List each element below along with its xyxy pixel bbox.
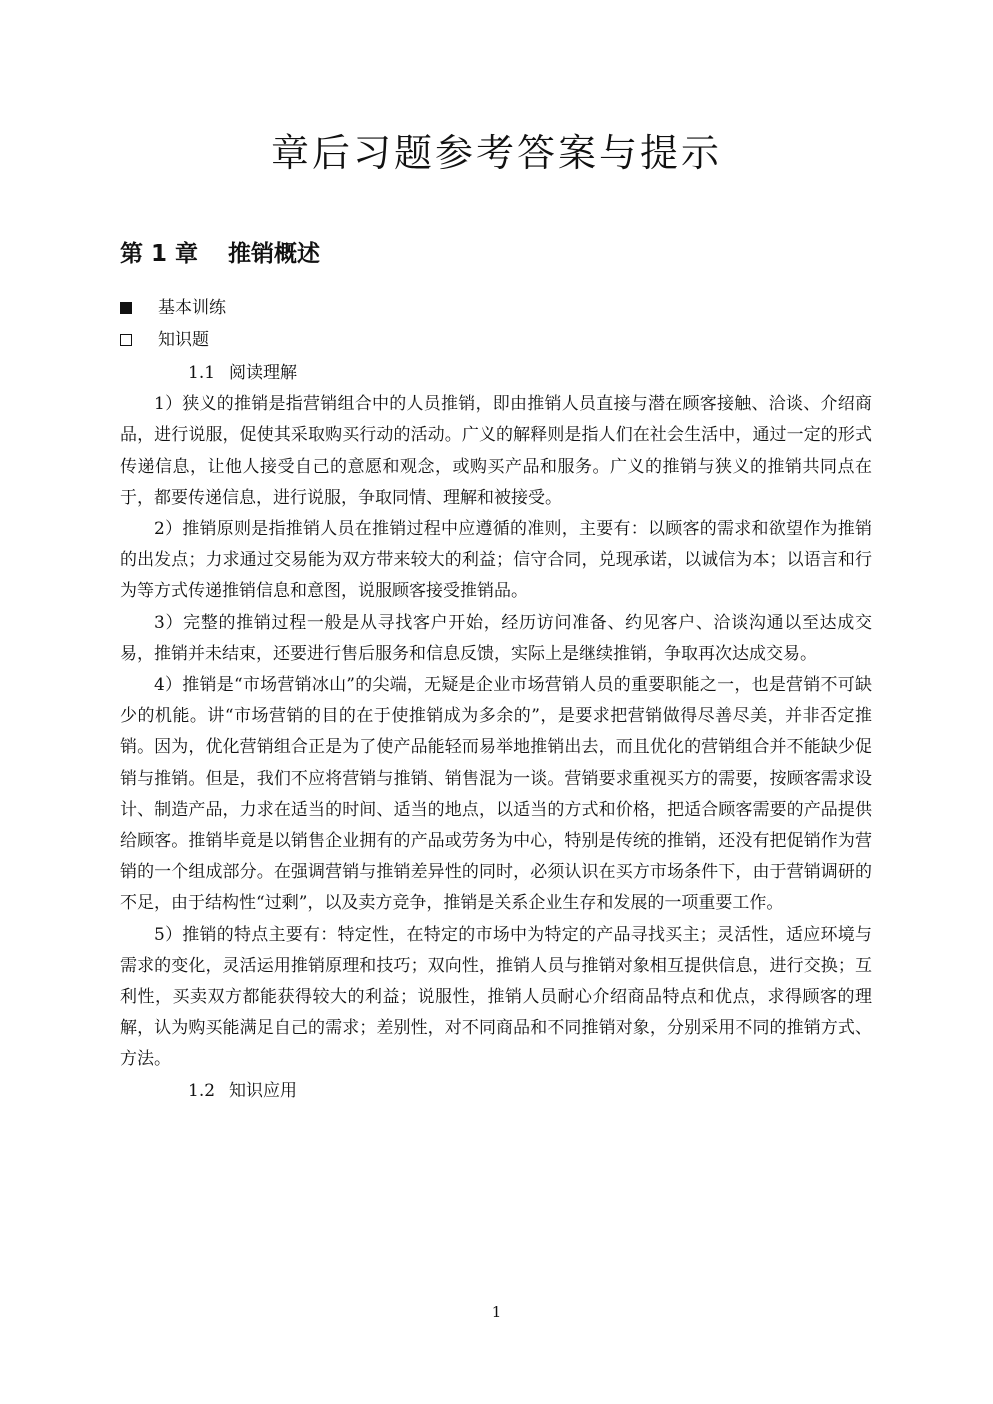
chapter-heading: [120, 236, 320, 272]
chapter-number: 第 1 章: [120, 241, 199, 267]
paragraph: 5）推销的特点主要有：特定性，在特定的市场中为特定的产品寻找买主；灵活性，适应环境与需求的变化，灵活运用推销原理和技巧；双向性，推销人员与推销对象相互提供信息，进行交换；互利性，买卖双方都能获得较大的利益；说服性，推销人员耐心介绍商品特点和优点，求得顾客的理解，认为购买能满足自己的需求；差别性，对不同商品和不同推销对象，分别采用不同的推销方式、方法。: [120, 924, 872, 1070]
body-text: [120, 358, 872, 1107]
hollow-square-bullet-icon: [120, 334, 132, 346]
section-basic-training: [120, 296, 226, 320]
chapter-name: 推销概述: [228, 241, 321, 267]
subsection-number: 1.1: [188, 363, 216, 383]
subsection-heading-1-1: [120, 358, 872, 389]
page-title: 章后习题参考答案与提示: [270, 131, 722, 175]
subsection-heading-1-2: [120, 1076, 872, 1107]
filled-square-bullet-icon: [120, 302, 132, 314]
paragraph: 1）狭义的推销是指营销组合中的人员推销，即由推销人员直接与潜在顾客接触、洽谈、介绍商品，进行说服，促使其采取购买行动的活动。广义的解释则是指人们在社会生活中，通过一定的形式传递信息，让他人接受自己的意愿和观念，或购买产品和服务。广义的推销与狭义的推销共同点在于，都要传递信息，进行说服，争取同情、理解和被接受。: [120, 394, 872, 508]
section-label: 知识题: [158, 330, 209, 350]
section-knowledge-questions: [120, 328, 209, 352]
subsection-label: 知识应用: [229, 1080, 298, 1101]
page-number: 1: [491, 1303, 502, 1321]
paragraph: 3）完整的推销过程一般是从寻找客户开始，经历访问准备、约见客户、洽谈沟通以至达成交易，推销并未结束，还要进行售后服务和信息反馈，实际上是继续推销，争取再次达成交易。: [120, 612, 872, 664]
subsection-number: 1.2: [188, 1080, 216, 1101]
section-label: 基本训练: [158, 298, 226, 318]
paragraph: 4）推销是“市场营销冰山”的尖端，无疑是企业市场营销人员的重要职能之一，也是营销不可缺少的机能。讲“市场营销的目的在于使推销成为多余的”，是要求把营销做得尽善尽美，并非否定推销。因为，优化营销组合正是为了使产品能轻而易举地推销出去，而且优化的营销组合并不能缺少促销与推销。但是，我们不应将营销与推销、销售混为一谈。营销要求重视买方的需要，按顾客需求设计、制造产品，力求在适当的时间、适当的地点，以适当的方式和价格，把适合顾客需要的产品提供给顾客。推销毕竟是以销售企业拥有的产品或劳务为中心，特别是传统的推销，还没有把促销作为营销的一个组成部分。在强调营销与推销差异性的同时，必须认识在买方市场条件下，由于营销调研的不足，由于结构性“过剩”，以及卖方竞争，推销是关系企业生存和发展的一项重要工作。: [120, 675, 872, 914]
subsection-label: 阅读理解: [229, 363, 298, 383]
paragraph: 2）推销原则是指推销人员在推销过程中应遵循的准则，主要有：以顾客的需求和欲望作为推销的出发点；力求通过交易能为双方带来较大的利益；信守合同，兑现承诺，以诚信为本；以语言和行为等方式传递推销信息和意图，说服顾客接受推销品。: [120, 519, 872, 602]
